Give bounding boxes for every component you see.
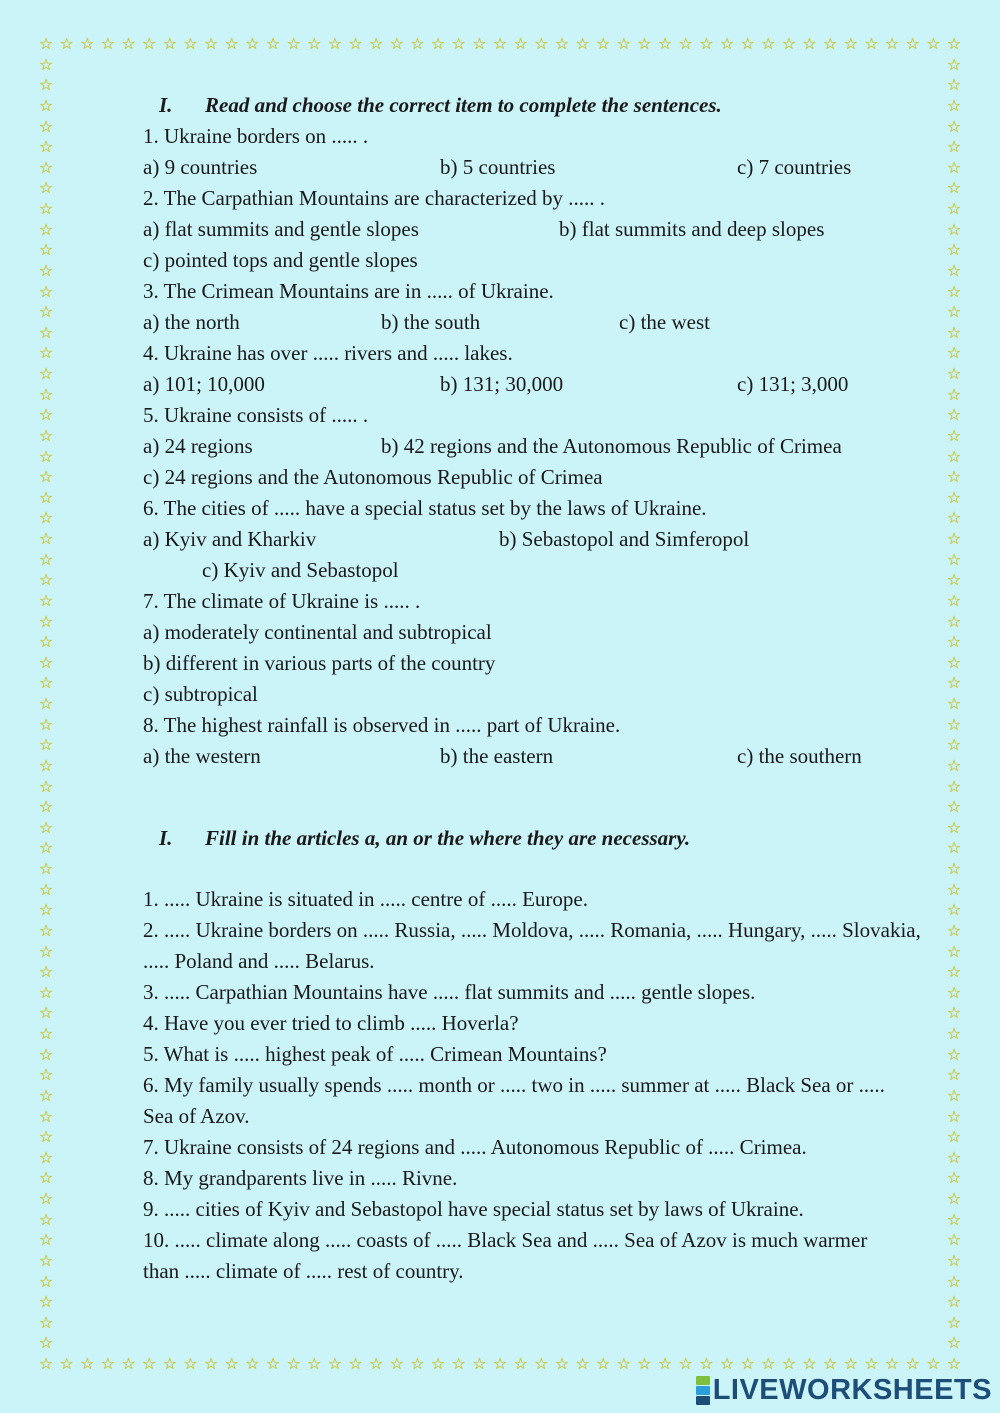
- star-icon: ☆: [946, 982, 962, 1002]
- star-icon: ☆: [307, 34, 322, 53]
- star-icon: ☆: [38, 797, 54, 817]
- option-5a[interactable]: a) 24 regions: [143, 434, 253, 458]
- star-icon: ☆: [781, 1354, 797, 1373]
- star-icon: ☆: [245, 34, 260, 53]
- star-icon: ☆: [451, 1354, 466, 1373]
- star-icon: ☆: [946, 446, 962, 466]
- star-icon: ☆: [946, 529, 962, 548]
- star-icon: ☆: [554, 34, 570, 53]
- star-icon: ☆: [740, 1354, 755, 1373]
- star-icon: ☆: [843, 1354, 858, 1373]
- star-icon: ☆: [38, 116, 54, 136]
- star-icon: ☆: [327, 1354, 343, 1373]
- star-icon: ☆: [38, 1024, 54, 1043]
- fill-sentence-4: 4. Have you ever tried to climb ..... Hoverla?: [143, 1011, 519, 1035]
- star-icon: ☆: [38, 570, 54, 590]
- star-icon: ☆: [719, 1354, 735, 1373]
- question-3-options: [143, 307, 933, 338]
- star-icon: ☆: [554, 1354, 570, 1373]
- star-icon: ☆: [38, 364, 54, 383]
- star-icon: ☆: [657, 1354, 673, 1373]
- fill-sentence-5: 5. What is ..... highest peak of ..... Crimean Mountains?: [143, 1042, 607, 1066]
- star-icon: ☆: [38, 1085, 54, 1105]
- star-icon: ☆: [946, 54, 962, 74]
- fill-sentence-7: 7. Ukraine consists of 24 regions and ..... Autonomous Republic of ..... Crimea.: [143, 1135, 807, 1159]
- star-icon: ☆: [38, 240, 54, 260]
- star-icon: ☆: [823, 34, 838, 53]
- star-icon: ☆: [38, 1044, 54, 1064]
- star-icon: ☆: [307, 1354, 322, 1373]
- star-icon: ☆: [100, 34, 116, 53]
- star-icon: ☆: [59, 1354, 74, 1373]
- star-icon: ☆: [38, 1209, 54, 1229]
- star-icon: ☆: [719, 34, 735, 53]
- question-4: 4. Ukraine has over ..... rivers and ..... lakes.: [143, 341, 513, 365]
- star-icon: ☆: [430, 34, 446, 53]
- star-icon: ☆: [802, 1354, 817, 1373]
- star-icon: ☆: [946, 838, 962, 858]
- star-icon: ☆: [38, 1354, 54, 1373]
- star-icon: ☆: [38, 735, 54, 755]
- star-icon: ☆: [38, 1189, 54, 1208]
- star-icon: ☆: [946, 1085, 962, 1105]
- section-2-heading: [143, 823, 933, 854]
- option-2b[interactable]: b) flat summits and deep slopes: [559, 217, 825, 241]
- star-icon: ☆: [38, 1106, 54, 1126]
- star-icon: ☆: [946, 776, 962, 796]
- star-icon: ☆: [616, 1354, 631, 1373]
- star-icon: ☆: [946, 755, 962, 775]
- star-icon: ☆: [38, 962, 54, 982]
- spacer: [143, 854, 933, 884]
- section-2-numeral: I.: [159, 826, 173, 850]
- star-icon: ☆: [265, 1354, 281, 1373]
- star-icon: ☆: [575, 34, 590, 53]
- star-icon: ☆: [946, 1147, 962, 1167]
- star-icon: ☆: [38, 941, 54, 961]
- star-icon: ☆: [534, 1354, 549, 1373]
- star-icon: ☆: [864, 34, 879, 53]
- star-icon: ☆: [761, 1354, 776, 1373]
- star-icon: ☆: [946, 425, 962, 445]
- section-1-numeral: I.: [159, 93, 173, 117]
- star-icon: ☆: [946, 941, 962, 961]
- star-icon: ☆: [38, 219, 54, 239]
- star-icon: ☆: [946, 219, 962, 239]
- fill-sentence-6: 6. My family usually spends ..... month or ..... two in ..... summer at ..... Black Sea or ..... Sea of Azov.: [143, 1073, 885, 1128]
- star-icon: ☆: [946, 384, 962, 404]
- star-icon: ☆: [348, 34, 363, 53]
- star-icon: ☆: [946, 1168, 962, 1188]
- star-icon: ☆: [162, 34, 177, 53]
- star-icon: ☆: [946, 735, 962, 755]
- star-icon: ☆: [616, 34, 631, 53]
- star-icon: ☆: [513, 1354, 528, 1373]
- option-5b[interactable]: b) 42 regions and the Autonomous Republic of Crimea: [381, 434, 842, 458]
- star-icon: ☆: [946, 611, 962, 631]
- star-icon: ☆: [38, 1312, 54, 1332]
- star-icon: ☆: [38, 1127, 54, 1147]
- star-icon: ☆: [203, 34, 219, 53]
- star-icon: ☆: [38, 1230, 54, 1250]
- star-icon: ☆: [946, 652, 962, 672]
- star-icon: ☆: [946, 157, 962, 177]
- option-8c[interactable]: c) the southern: [737, 744, 862, 768]
- star-icon: ☆: [38, 529, 54, 548]
- star-icon: ☆: [38, 322, 54, 342]
- star-icon: ☆: [637, 34, 652, 53]
- star-icon: ☆: [946, 1271, 962, 1291]
- star-icon: ☆: [596, 34, 611, 53]
- section-1-title: Read and choose the correct item to complete the sentences.: [205, 93, 722, 117]
- star-icon: ☆: [472, 1354, 487, 1373]
- star-icon: ☆: [38, 1292, 54, 1312]
- star-icon: ☆: [38, 260, 54, 280]
- option-1b[interactable]: b) 5 countries: [440, 155, 556, 179]
- star-icon: ☆: [38, 879, 54, 899]
- star-icon: ☆: [492, 1354, 508, 1373]
- star-icon: ☆: [142, 1354, 157, 1373]
- star-icon: ☆: [286, 34, 301, 53]
- star-icon: ☆: [389, 34, 404, 53]
- star-icon: ☆: [38, 1333, 54, 1353]
- option-8b[interactable]: b) the eastern: [440, 744, 554, 768]
- section-2-title: Fill in the articles a, an or the where they are necessary.: [205, 826, 691, 850]
- star-icon: ☆: [142, 34, 157, 53]
- star-icon: ☆: [946, 508, 962, 528]
- star-icon: ☆: [699, 34, 714, 53]
- question-5: 5. Ukraine consists of ..... .: [143, 403, 369, 427]
- question-8-options: [143, 741, 933, 772]
- star-icon: ☆: [38, 1250, 54, 1270]
- star-icon: ☆: [38, 920, 54, 940]
- star-icon: ☆: [946, 1065, 962, 1085]
- star-icon: ☆: [38, 755, 54, 775]
- star-icon: ☆: [38, 590, 54, 610]
- star-icon: ☆: [946, 178, 962, 198]
- star-icon: ☆: [80, 1354, 95, 1373]
- option-4c[interactable]: c) 131; 3,000: [737, 372, 849, 396]
- star-icon: ☆: [761, 34, 776, 53]
- star-icon: ☆: [38, 425, 54, 445]
- fill-sentence-3: 3. ..... Carpathian Mountains have ..... flat summits and ..... gentle slopes.: [143, 980, 756, 1004]
- star-icon: ☆: [946, 1209, 962, 1229]
- star-icon: ☆: [38, 281, 54, 301]
- star-icon: ☆: [38, 95, 54, 115]
- question-2-options-row2: [143, 245, 933, 276]
- question-5-options-row2: [143, 462, 933, 493]
- star-icon: ☆: [946, 343, 962, 363]
- star-icon: ☆: [492, 34, 508, 53]
- question-2: 2. The Carpathian Mountains are characterized by ..... .: [143, 186, 606, 210]
- option-4b[interactable]: b) 131; 30,000: [440, 372, 564, 396]
- star-icon: ☆: [946, 962, 962, 982]
- option-6b[interactable]: b) Sebastopol and Simferopol: [499, 527, 750, 551]
- star-icon: ☆: [38, 508, 54, 528]
- fill-sentence-1: 1. ..... Ukraine is situated in ..... centre of ..... Europe.: [143, 887, 588, 911]
- star-icon: ☆: [38, 487, 54, 507]
- star-icon: ☆: [946, 859, 962, 878]
- star-icon: ☆: [38, 714, 54, 734]
- question-8: 8. The highest rainfall is observed in ..... part of Ukraine.: [143, 713, 621, 737]
- star-icon: ☆: [946, 34, 962, 53]
- star-icon: ☆: [946, 1230, 962, 1250]
- star-icon: ☆: [946, 632, 962, 652]
- star-icon: ☆: [38, 838, 54, 858]
- worksheet-content: [143, 90, 933, 1287]
- star-icon: ☆: [946, 364, 962, 383]
- star-icon: ☆: [946, 1354, 962, 1373]
- star-icon: ☆: [38, 467, 54, 487]
- fill-sentence-10: 10. ..... climate along ..... coasts of ..... Black Sea and ..... Sea of Azov is much warmer than ..... climate of ..... rest of country.: [143, 1228, 868, 1283]
- star-icon: ☆: [38, 446, 54, 466]
- question-1-options: [143, 152, 933, 183]
- star-icon: ☆: [946, 1044, 962, 1064]
- question-3: 3. The Crimean Mountains are in ..... of Ukraine.: [143, 279, 554, 303]
- star-icon: ☆: [38, 137, 54, 157]
- star-icon: ☆: [410, 34, 425, 53]
- star-icon: ☆: [38, 302, 54, 322]
- star-icon: ☆: [946, 1189, 962, 1208]
- star-icon: ☆: [38, 900, 54, 920]
- option-6a[interactable]: a) Kyiv and Kharkiv: [143, 527, 317, 551]
- question-4-options: [143, 369, 933, 400]
- star-icon: ☆: [224, 1354, 239, 1373]
- star-icon: ☆: [946, 1024, 962, 1043]
- star-icon: ☆: [740, 34, 755, 53]
- star-icon: ☆: [369, 34, 384, 53]
- star-icon: ☆: [38, 75, 54, 95]
- star-icon: ☆: [946, 322, 962, 342]
- star-icon: ☆: [864, 1354, 879, 1373]
- star-icon: ☆: [946, 590, 962, 610]
- star-icon: ☆: [946, 920, 962, 940]
- star-icon: ☆: [389, 1354, 404, 1373]
- star-icon: ☆: [637, 1354, 652, 1373]
- star-icon: ☆: [926, 34, 941, 53]
- star-icon: ☆: [905, 1354, 920, 1373]
- liveworksheets-logo: [696, 1373, 992, 1407]
- star-icon: ☆: [946, 817, 962, 837]
- star-icon: ☆: [946, 302, 962, 322]
- star-icon: ☆: [946, 260, 962, 280]
- star-icon: ☆: [946, 240, 962, 260]
- star-icon: ☆: [905, 34, 920, 53]
- star-icon: ☆: [38, 982, 54, 1002]
- star-icon: ☆: [245, 1354, 260, 1373]
- star-icon: ☆: [946, 900, 962, 920]
- star-icon: ☆: [946, 549, 962, 569]
- star-icon: ☆: [38, 54, 54, 74]
- star-icon: ☆: [946, 673, 962, 693]
- star-icon: ☆: [946, 281, 962, 301]
- question-2-options: [143, 214, 933, 245]
- star-icon: ☆: [946, 95, 962, 115]
- star-icon: ☆: [946, 487, 962, 507]
- star-icon: ☆: [38, 776, 54, 796]
- star-icon: ☆: [946, 694, 962, 713]
- star-icon: ☆: [575, 1354, 590, 1373]
- star-icon: ☆: [38, 859, 54, 878]
- star-icon: ☆: [203, 1354, 219, 1373]
- star-icon: ☆: [946, 879, 962, 899]
- option-7b[interactable]: b) different in various parts of the country: [143, 651, 496, 675]
- question-7: 7. The climate of Ukraine is ..... .: [143, 589, 421, 613]
- star-icon: ☆: [38, 632, 54, 652]
- star-icon: ☆: [162, 1354, 177, 1373]
- star-icon: ☆: [884, 34, 900, 53]
- star-icon: ☆: [781, 34, 797, 53]
- star-icon: ☆: [678, 1354, 693, 1373]
- logo-text: LIVEWORKSHEETS: [712, 1373, 992, 1406]
- star-icon: ☆: [884, 1354, 900, 1373]
- star-icon: ☆: [513, 34, 528, 53]
- logo-mark-icon: [696, 1376, 710, 1405]
- star-icon: ☆: [38, 652, 54, 672]
- option-2c[interactable]: c) pointed tops and gentle slopes: [143, 248, 418, 272]
- star-icon: ☆: [38, 611, 54, 631]
- star-icon: ☆: [946, 199, 962, 218]
- option-3c[interactable]: c) the west: [619, 310, 710, 334]
- question-1: 1. Ukraine borders on ..... .: [143, 124, 369, 148]
- star-icon: ☆: [596, 1354, 611, 1373]
- star-icon: ☆: [430, 1354, 446, 1373]
- star-icon: ☆: [946, 1003, 962, 1023]
- star-icon: ☆: [823, 1354, 838, 1373]
- question-6-options-row2: [143, 555, 933, 586]
- star-icon: ☆: [224, 34, 239, 53]
- star-icon: ☆: [843, 34, 858, 53]
- star-icon: ☆: [286, 1354, 301, 1373]
- option-6c[interactable]: c) Kyiv and Sebastopol: [202, 558, 399, 582]
- star-icon: ☆: [38, 694, 54, 713]
- question-6-options: [143, 524, 933, 555]
- star-icon: ☆: [183, 34, 198, 53]
- star-icon: ☆: [38, 343, 54, 363]
- star-icon: ☆: [946, 1127, 962, 1147]
- option-5c[interactable]: c) 24 regions and the Autonomous Republic of Crimea: [143, 465, 603, 489]
- star-icon: ☆: [38, 1065, 54, 1085]
- star-icon: ☆: [327, 34, 343, 53]
- option-7a[interactable]: a) moderately continental and subtropical: [143, 620, 492, 644]
- option-4a[interactable]: a) 101; 10,000: [143, 372, 265, 396]
- star-icon: ☆: [348, 1354, 363, 1373]
- star-icon: ☆: [946, 137, 962, 157]
- spacer: [143, 803, 933, 823]
- spacer: [143, 772, 933, 803]
- star-icon: ☆: [699, 1354, 714, 1373]
- star-icon: ☆: [946, 714, 962, 734]
- option-3a[interactable]: a) the north: [143, 310, 240, 334]
- star-icon: ☆: [38, 199, 54, 218]
- star-icon: ☆: [265, 34, 281, 53]
- option-8a[interactable]: a) the western: [143, 744, 261, 768]
- star-icon: ☆: [38, 1147, 54, 1167]
- star-icon: ☆: [369, 1354, 384, 1373]
- star-icon: ☆: [38, 1271, 54, 1291]
- star-icon: ☆: [946, 75, 962, 95]
- option-2a[interactable]: a) flat summits and gentle slopes: [143, 217, 419, 241]
- star-icon: ☆: [946, 467, 962, 487]
- star-icon: ☆: [472, 34, 487, 53]
- star-icon: ☆: [59, 34, 74, 53]
- star-icon: ☆: [183, 1354, 198, 1373]
- question-5-options: [143, 431, 933, 462]
- star-icon: ☆: [946, 570, 962, 590]
- star-icon: ☆: [946, 1106, 962, 1126]
- star-icon: ☆: [946, 1292, 962, 1312]
- fill-sentence-8: 8. My grandparents live in ..... Rivne.: [143, 1166, 458, 1190]
- option-1c[interactable]: c) 7 countries: [737, 155, 852, 179]
- option-3b[interactable]: b) the south: [381, 310, 481, 334]
- star-icon: ☆: [946, 116, 962, 136]
- star-icon: ☆: [534, 34, 549, 53]
- fill-sentence-9: 9. ..... cities of Kyiv and Sebastopol have special status set by laws of Ukraine.: [143, 1197, 804, 1221]
- star-icon: ☆: [410, 1354, 425, 1373]
- star-icon: ☆: [946, 1333, 962, 1353]
- option-1a[interactable]: a) 9 countries: [143, 155, 258, 179]
- star-icon: ☆: [38, 178, 54, 198]
- star-icon: ☆: [38, 34, 54, 53]
- star-icon: ☆: [926, 1354, 941, 1373]
- star-icon: ☆: [38, 549, 54, 569]
- star-icon: ☆: [946, 1250, 962, 1270]
- star-icon: ☆: [38, 817, 54, 837]
- star-icon: ☆: [678, 34, 693, 53]
- star-icon: ☆: [946, 797, 962, 817]
- star-icon: ☆: [451, 34, 466, 53]
- option-7c[interactable]: c) subtropical: [143, 682, 258, 706]
- question-6: 6. The cities of ..... have a special status set by the laws of Ukraine.: [143, 496, 707, 520]
- star-icon: ☆: [80, 34, 95, 53]
- star-icon: ☆: [38, 157, 54, 177]
- star-icon: ☆: [38, 384, 54, 404]
- star-icon: ☆: [802, 34, 817, 53]
- star-icon: ☆: [121, 1354, 136, 1373]
- star-icon: ☆: [38, 673, 54, 693]
- star-icon: ☆: [100, 1354, 116, 1373]
- star-icon: ☆: [657, 34, 673, 53]
- star-icon: ☆: [38, 1168, 54, 1188]
- star-icon: ☆: [946, 405, 962, 425]
- star-icon: ☆: [946, 1312, 962, 1332]
- star-icon: ☆: [38, 405, 54, 425]
- fill-sentence-2: 2. ..... Ukraine borders on ..... Russia, ..... Moldova, ..... Romania, ..... Hungary, ..... Slovakia, ..... Poland and ..... Belarus.: [143, 918, 921, 973]
- star-icon: ☆: [121, 34, 136, 53]
- star-icon: ☆: [38, 1003, 54, 1023]
- section-1-heading: [143, 90, 933, 121]
